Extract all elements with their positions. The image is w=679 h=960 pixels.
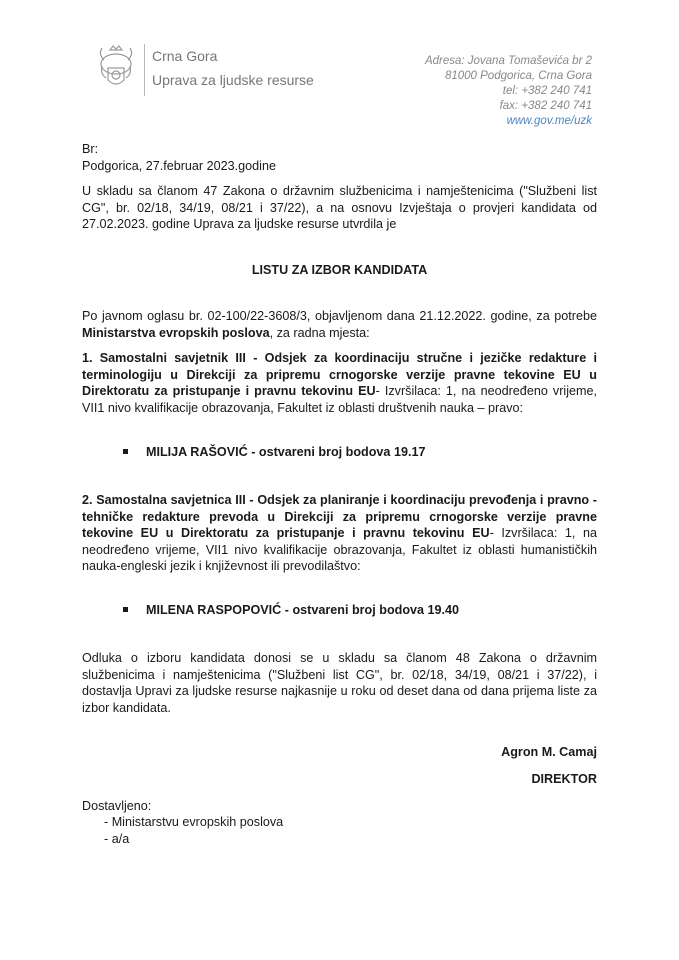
website-link[interactable]: www.gov.me/uzk [506,115,592,127]
position-2-details: - Izvršilaca: 1, na neodređeno vrijeme, VII1 nivo kvalifikacije obrazovanja, Fakultet iz oblasti humanističkih nauka-engleski jezik i književnost ili prevodilaštvo: [82,526,597,573]
candidate-2 [123,603,459,617]
intro-paragraph: U skladu sa članom 47 Zakona o državnim službenicima i namještenicima ("Službeni list CG", br. 02/18, 34/19, 08/21 i 37/22), a na osnovu Izvještaja o provjeri kandidata od 27.02.2023. godine Uprava za ljudske resurse utvrdila je [82,184,597,231]
fax-line: fax: +382 240 741 [499,100,592,112]
city-line: 81000 Podgorica, Crna Gora [444,70,592,82]
coat-of-arms-icon [96,44,136,92]
oglas-paragraph [82,308,597,341]
distribution-item: - Ministarstvu evropskih poslova [104,815,284,829]
distribution-label: Dostavljeno: [82,799,152,813]
candidate-1 [123,445,425,459]
document-title: LISTU ZA IZBOR KANDIDATA [251,263,428,277]
bullet-icon [123,607,128,612]
header-divider [144,44,145,96]
oglas-text: Po javnom oglasu br. 02-100/22-3608/3, objavljenom dana 21.12.2022. godine, za potrebe [82,309,597,323]
position-1-details: - Izvršilaca: 1, na neodređeno vrijeme, VII1 nivo kvalifikacije obrazovanja, Fakultet iz oblasti društvenih nauka – pravo: [82,384,597,415]
candidate-2-text: MILENA RASPOPOVIĆ - ostvareni broj bodova 19.40 [146,603,460,617]
ministry-name: Ministarstva evropskih poslova [82,325,270,340]
oglas-tail: , za radna mjesta: [269,325,370,340]
bullet-icon [123,449,128,454]
address-line: Adresa: Jovana Tomaševića br 2 [424,55,592,67]
org-unit: Uprava za ljudske resurse [152,72,314,88]
position-2 [82,492,597,575]
position-1 [82,350,597,416]
org-name: Crna Gora [152,48,218,64]
reference-number: Br: [82,142,99,156]
distribution-item: - a/a [104,832,130,846]
position-2-title: 2. Samostalna savjetnica III - Odsjek za planiranje i koordinaciju prevođenja i pravno - tehničke redakture prevoda u Direkciji za pripremu crnogorske verzije pravne tekovine EU u Direktoratu za pristupanje i pravnu tekovinu EU [82,493,597,540]
candidate-1-text: MILIJA RAŠOVIĆ - ostvareni broj bodova 19.17 [146,445,426,459]
signer-title: DIREKTOR [531,772,597,786]
signer-name: Agron M. Camaj [501,745,597,759]
contact-block [425,54,592,129]
closing-paragraph: Odluka o izboru kandidata donosi se u skladu sa članom 48 Zakona o državnim službenicima i namještenicima ("Službeni list CG", br. 02/18, 34/19, 08/21 i 37/22), i dostavlja Upravi za ljudske resurse najkasnije u roku od deset dana od dana prijema liste za izbor kandidata. [82,651,597,715]
document-date: Podgorica, 27.februar 2023.godine [82,159,276,173]
position-1-title: 1. Samostalni savjetnik III - Odsjek za koordinaciju stručne i jezičke redakture i terminologiju u Direkciji za pripremu crnogorske verzije pravne tekovine EU u Direktoratu za pristupanje i pravnu tekovinu EU [82,351,597,398]
phone-line: tel: +382 240 741 [502,85,592,97]
